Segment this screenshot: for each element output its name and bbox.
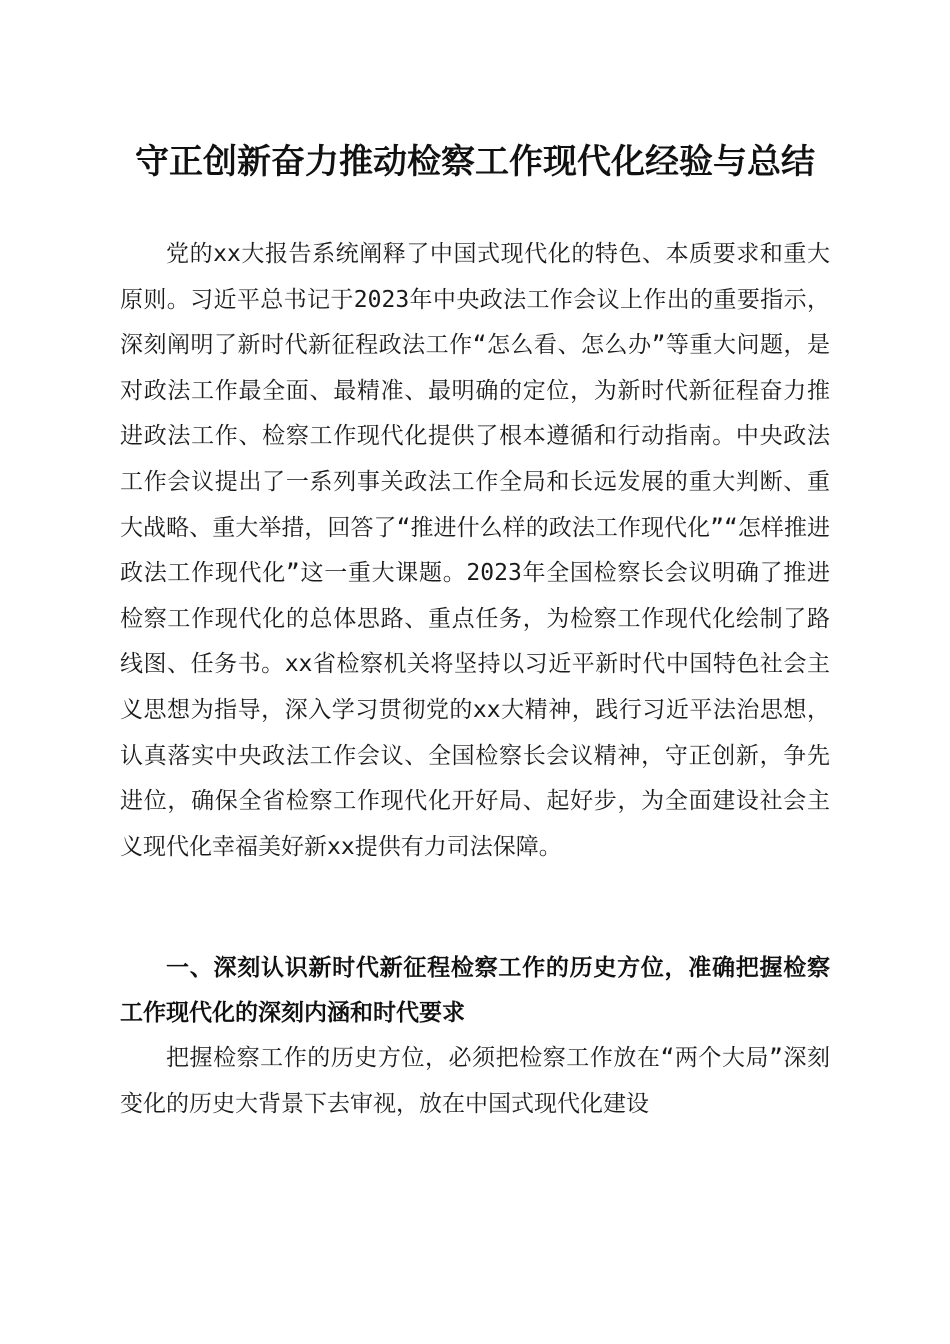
document-title: 守正创新奋力推动检察工作现代化经验与总结 [135, 142, 815, 182]
paragraph-section-1: 把握检察工作的历史方位，必须把检察工作放在“两个大局”深刻变化的历史大背景下去审视，放在中国式现代化建设 [120, 1045, 830, 1117]
paragraph-intro: 党的xx大报告系统阐释了中国式现代化的特色、本质要求和重大原则。习近平总书记于2023年中央政法工作会议上作出的重要指示，深刻阐明了新时代新征程政法工作“怎么看、怎么办”等重大问题，是对政法工作最全面、最精准、最明确的定位，为新时代新征程奋力推进政法工作、检察工作现代化提供了根本遵循和行动指南。中央政法工作会议提出了一系列事关政法工作全局和长远发展的重大判断、重大战略、重大举措，回答了“推进什么样的政法工作现代化”“怎样推进政法工作现代化”这一重大课题。2023年全国检察长会议明确了推进检察工作现代化的总体思路、重点任务，为检察工作现代化绘制了路线图、任务书。xx省检察机关将坚持以习近平新时代中国特色社会主义思想为指导，深入学习贯彻党的xx大精神，践行习近平法治思想，认真落实中央政法工作会议、全国检察长会议精神，守正创新，争先进位，确保全省检察工作现代化开好局、起好步，为全面建设社会主义现代化幸福美好新xx提供有力司法保障。 [120, 241, 830, 860]
section-heading-1: 一、深刻认识新时代新征程检察工作的历史方位，准确把握检察工作现代化的深刻内涵和时代要求 [120, 955, 830, 1026]
